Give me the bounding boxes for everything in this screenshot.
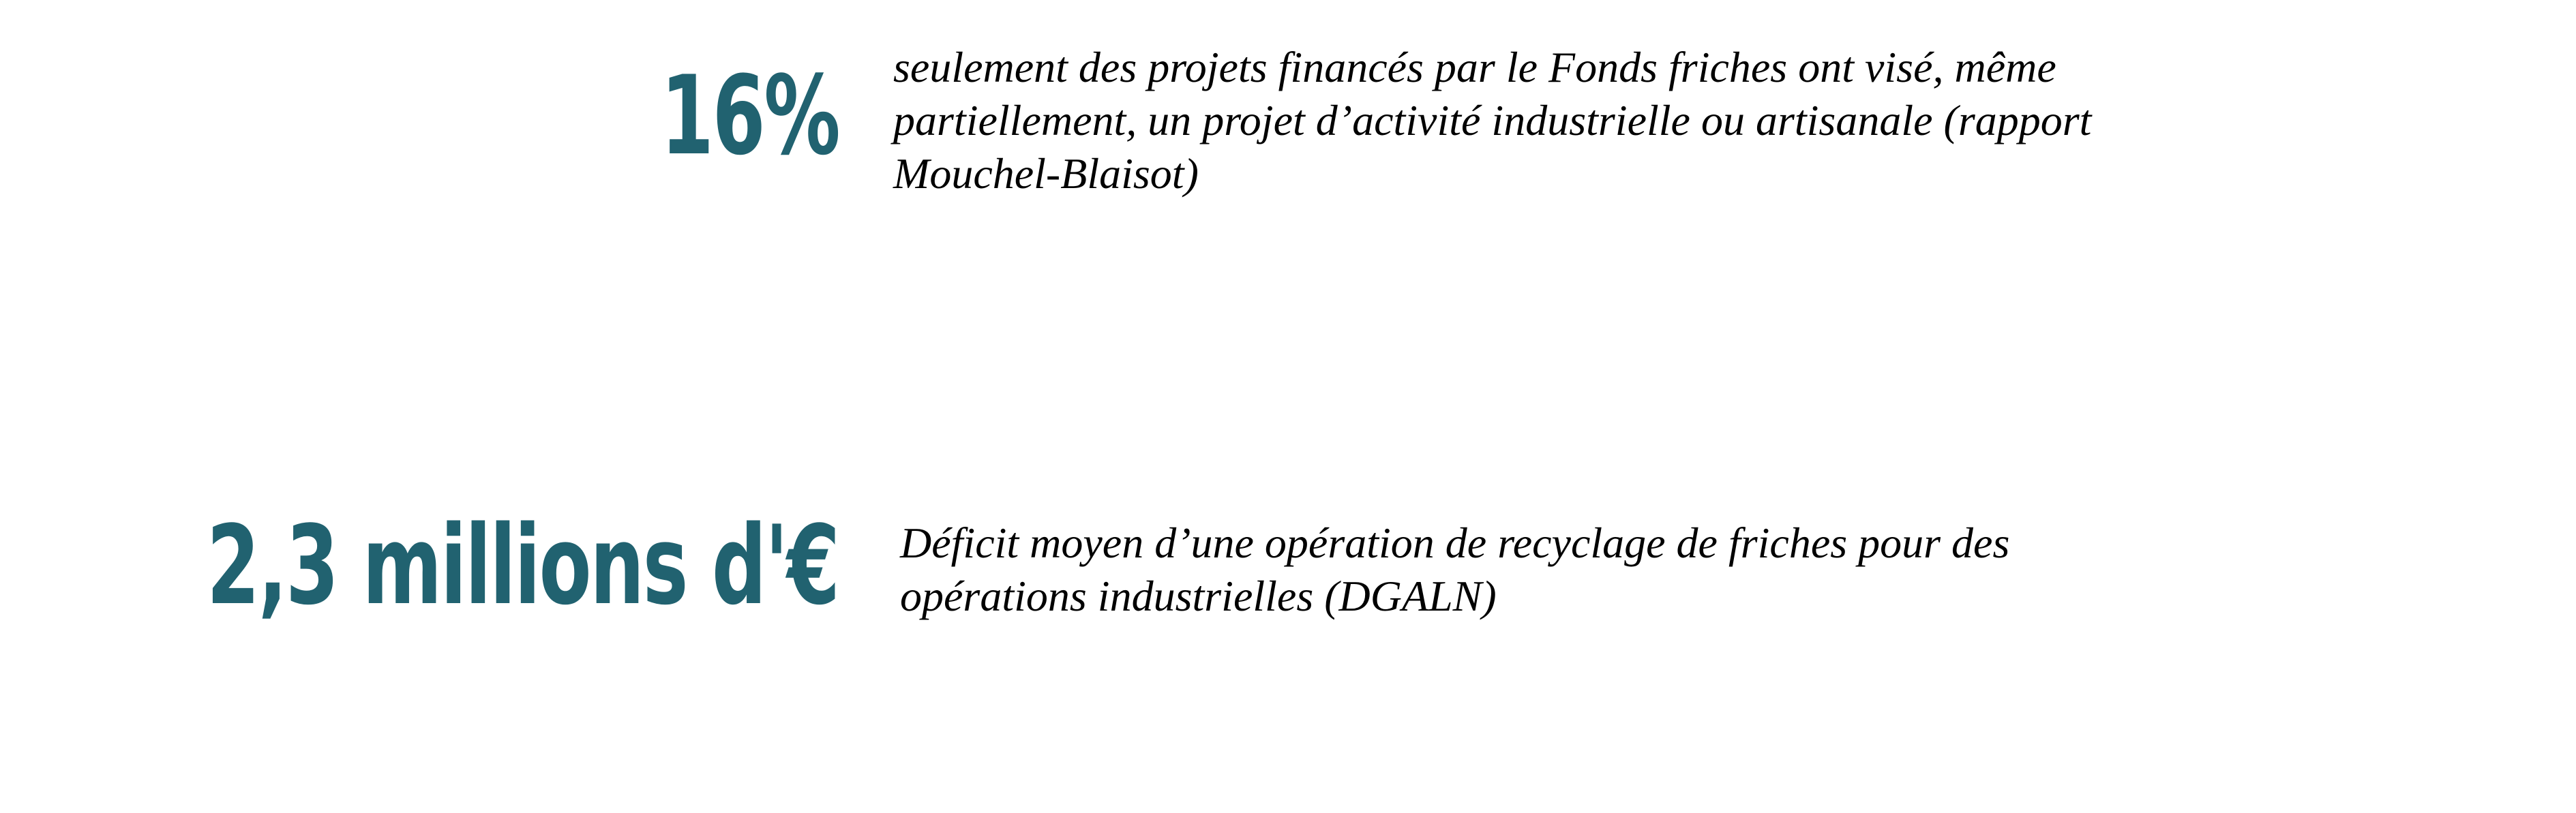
stat-description-percentage: seulement des projets financés par le Fonds friches ont visé, même partiellement, un projet d’activité industrielle ou artisanale (rapport Mouchel-Blaisot) — [893, 43, 2092, 198]
stat-figure-percentage: 16% — [660, 52, 839, 179]
stat-text-cell — [839, 504, 2100, 623]
stat-row — [0, 41, 2576, 361]
stat-text-cell — [839, 41, 2093, 200]
stat-figure-cell — [0, 502, 839, 629]
stat-row — [0, 504, 2576, 791]
stat-figure-cell — [0, 41, 839, 179]
stat-description-amount: Déficit moyen d’une opération de recyclage de friches pour des opérations industrielles (DGALN) — [900, 519, 2010, 621]
stat-figure-amount: 2,3 millions d'€ — [207, 502, 839, 629]
